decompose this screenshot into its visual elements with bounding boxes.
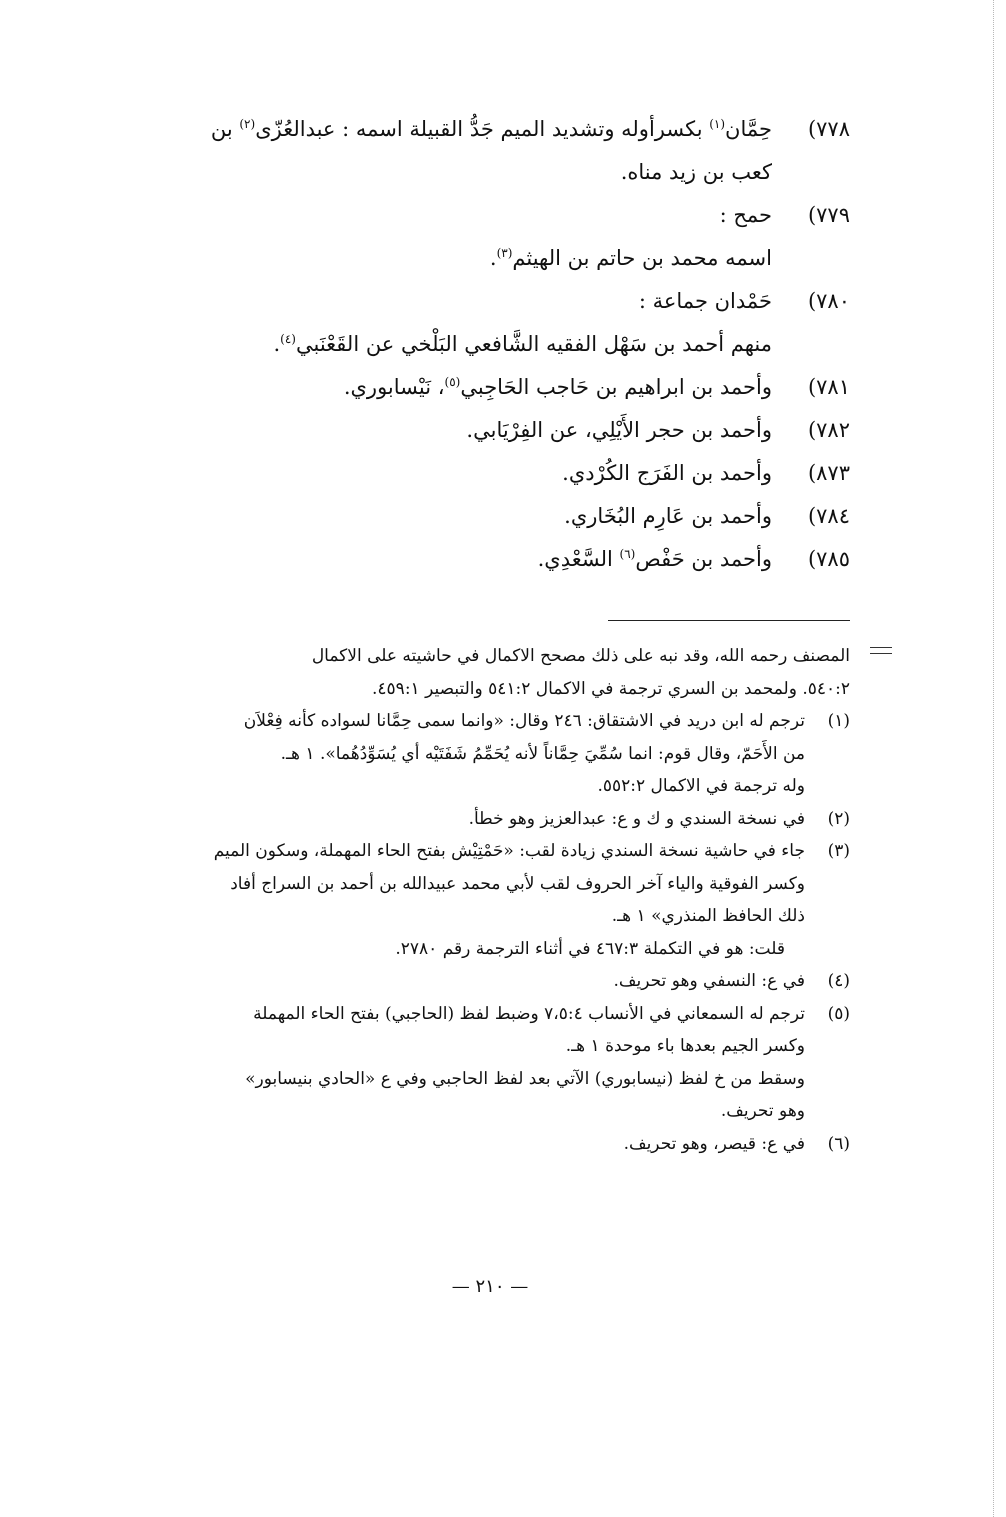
footnote-ref: (٥) (444, 375, 461, 389)
scan-edge-line (992, 0, 994, 1517)
entry-number: ٧٨٥) (807, 547, 850, 571)
footnote-2 (130, 803, 850, 836)
footnote-ref: (٢) (239, 117, 256, 131)
entry-text: وأحمد بن حجر الأَيْلِي، عن الفِرْيَابي. (466, 418, 772, 442)
footnote-text: في نسخة السندي و ك و ع: عبدالعزيز وهو خطأ. (468, 808, 805, 829)
entry-text: حمح : (719, 203, 772, 227)
footnote-ref: (١) (709, 117, 726, 131)
entry-text: حَمْدان جماعة : (638, 289, 772, 313)
footnote-continuation-line-2: ٥٤٠:٢. ولمحمد بن السري ترجمة في الاكمال ٥٤١:٢ والتبصير ٤٥٩:١. (372, 678, 850, 699)
entry-number: ٨٧٣) (807, 461, 850, 485)
footnote-number: (٥) (827, 1003, 850, 1024)
footnote-number: (٣) (827, 841, 850, 861)
continuation-mark (870, 647, 892, 654)
footnote-text: جاء في حاشية نسخة السندي زيادة لقب: «حَمْتِيْش بفتح الحاء المهملة، وسكون الميم وكسر الفوقية والياء آخر الحروف لقب لأبي محمد عبيدالله بن أحمد بن السراج أفاد ذلك الحافظ المنذري» ١ هـ. قلت: هو في التكملة ٤٦٧:٣ في أثناء الترجمة رقم ٢٧٨٠. (213, 841, 805, 959)
footnote-number: (٦) (827, 1133, 850, 1154)
footnote-text: ترجم له السمعاني في الأنساب ٧،٥:٤ وضبط لفظ (الحاجبي) بفتح الحاء المهملة وكسر الجيم بعدها باء موحدة ١ هـ. وسقط من خ لفظ (نيسابوري) الآتي بعد لفظ الحاجبي وفي ع «الحادي بنيسابور» وهو تحريف. (245, 1003, 805, 1121)
footnote-text: في ع: قيصر، وهو تحريف. (623, 1133, 805, 1154)
entry-782 (125, 409, 850, 452)
entry-text: حِمَّان$^{(١)}$ بكسرأوله وتشديد الميم جَدُّ القبيلة اسمه : عبدالعُزّى$^{(٢)}$ بن (210, 117, 772, 141)
entry-number: ٧٧٨) (807, 117, 850, 141)
entry-text: وأحمد بن ابراهيم بن حَاجب الحَاجِبي$^{(٥)}$، نَيْسابوري. (343, 375, 772, 399)
main-text (125, 108, 850, 581)
entry-873 (125, 452, 850, 495)
entry-778 (125, 108, 850, 151)
entry-779 (125, 194, 850, 237)
footnote-continuation-line-1: المصنف رحمه الله، وقد نبه على ذلك مصحح الاكمال في حاشيته على الاكمال (311, 646, 850, 666)
footnotes (130, 640, 850, 1160)
footnote-text: في ع: النسفي وهو تحريف. (613, 971, 805, 991)
entry-number: ٧٨٠) (807, 289, 850, 313)
entry-text: وأحمد بن الفَرَج الكُرْدي. (562, 461, 772, 485)
entry-785 (125, 538, 850, 581)
footnote-ref: (٣) (496, 246, 513, 260)
page-number: — ٢١٠ — (451, 1276, 529, 1297)
footnote-text: ترجم له ابن دريد في الاشتقاق: ٢٤٦ وقال: «وانما سمى حِمَّانا لسواده كأنه فِعْلاَن من الأَحَمّ، وقال قوم: انما سُمِّيَ حِمَّاناً لأنه يُحَمِّمُ شَفَتَيْه أي يُسَوِّدُهُما». ١ هـ. وله ترجمة في الاكمال ٥٥٢:٢. (243, 711, 805, 796)
footnote-ref: (٦) (619, 547, 636, 561)
footnote-separator (608, 620, 850, 621)
footnote-number: (٤) (827, 971, 850, 991)
entry-778-continuation: كعب بن زيد مناه. (620, 160, 772, 184)
entry-number: ٧٨٢) (807, 418, 850, 442)
footnote-4 (130, 965, 850, 998)
entry-784 (125, 495, 850, 538)
entry-779-continuation: اسمه محمد بن حاتم بن الهيثم$^{(٣)}$. (489, 246, 772, 270)
entry-text: وأحمد بن عَارِم البُخَاري. (564, 504, 772, 528)
entry-780-continuation: منهم أحمد بن سَهْل الفقيه الشَّافعي البَلْخي عن القَعْنَبي$^{(٤)}$. (273, 332, 772, 356)
entry-text: وأحمد بن حَفْص$^{(٦)}$ السَّعْدِي. (537, 547, 772, 571)
entry-781 (125, 366, 850, 409)
footnote-ref: (٤) (280, 332, 296, 346)
footnote-5 (130, 998, 850, 1128)
footnote-1 (130, 705, 850, 803)
footnote-3 (130, 835, 850, 965)
footnote-number: (٢) (827, 808, 850, 829)
footnote-6 (130, 1128, 850, 1161)
entry-number: ٧٨١) (807, 375, 850, 399)
entry-780 (125, 280, 850, 323)
entry-number: ٧٧٩) (807, 203, 850, 227)
entry-number: ٧٨٤) (807, 504, 850, 528)
footnote-number: (١) (827, 711, 850, 731)
